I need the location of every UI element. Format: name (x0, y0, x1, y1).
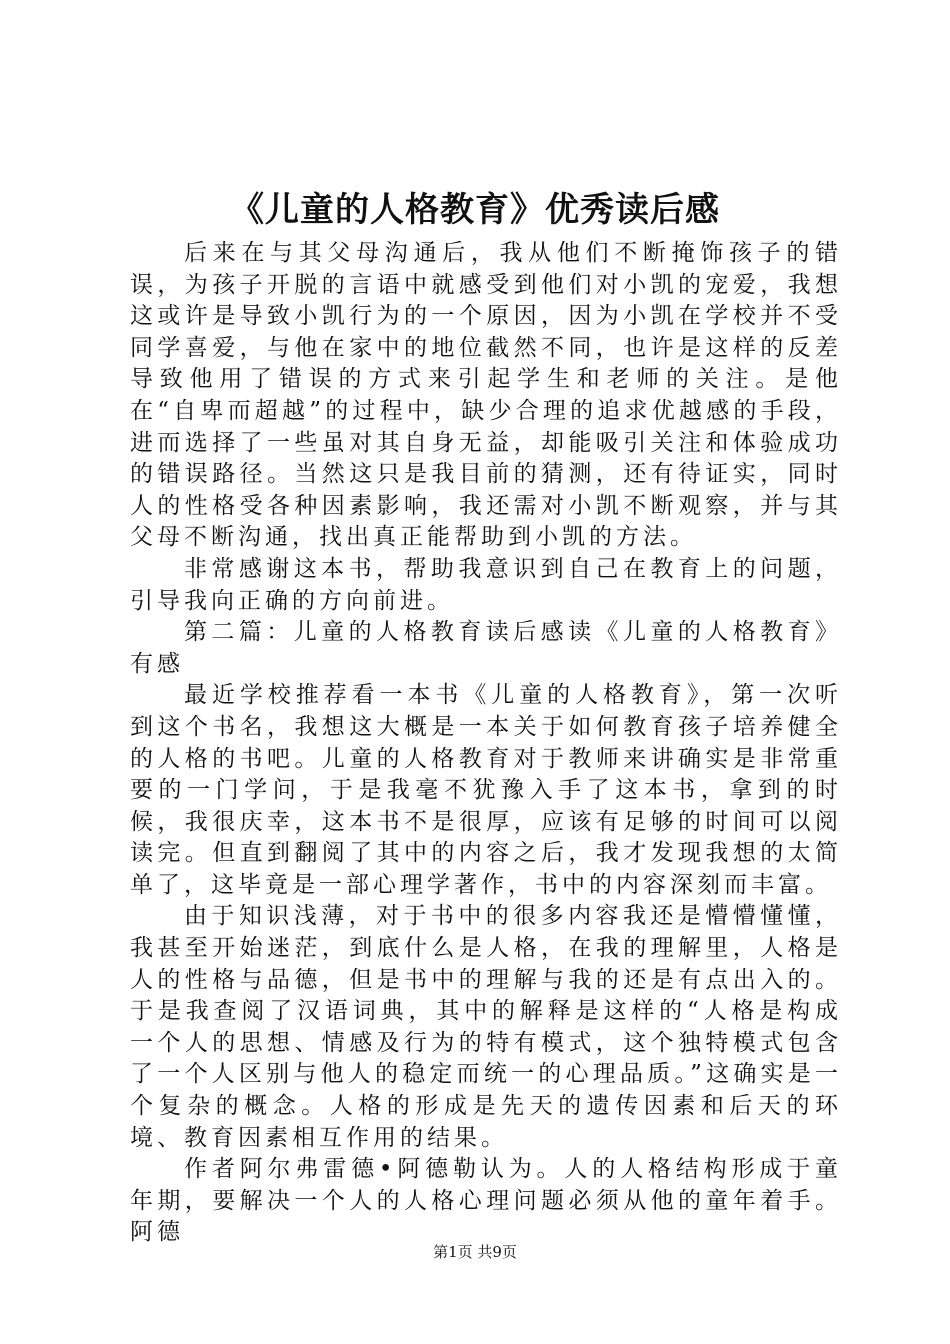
paragraph-2: 非常感谢这本书，帮助我意识到自己在教育上的问题，引导我向正确的方向前进。 (130, 555, 842, 614)
paragraph-4: 由于知识浅薄，对于书中的很多内容我还是懵懵懂懂，我甚至开始迷茫，到底什么是人格，在我的理解里，人格是人的性格与品德，但是书中的理解与我的还是有点出入的。于是我查阅了汉语词典，其中的解释是这样的“人格是构成一个人的思想、情感及行为的特有模式，这个独特模式包含了一个人区别与他人的稳定而统一的心理品质。”这确实是一个复杂的概念。人格的形成是先天的遗传因素和后天的环境、教育因素相互作用的结果。 (130, 903, 842, 1151)
paragraph-3: 最近学校推荐看一本书《儿童的人格教育》，第一次听到这个书名，我想这大概是一本关于如何教育孩子培养健全的人格的书吧。儿童的人格教育对于教师来讲确实是非常重要的一门学问，于是我毫不犹豫入手了这本书，拿到的时候，我很庆幸，这本书不是很厚，应该有足够的时间可以阅读完。但直到翻阅了其中的内容之后，我才发现我想的太简单了，这毕竟是一部心理学著作，书中的内容深刻而丰富。 (130, 682, 842, 898)
paragraph-1: 后来在与其父母沟通后，我从他们不断掩饰孩子的错误，为孩子开脱的言语中就感受到他们对小凯的宠爱，我想这或许是导致小凯行为的一个原因，因为小凯在学校并不受同学喜爱，与他在家中的地位截然不同，也许是这样的反差导致他用了错误的方式来引起学生和老师的关注。是他在“自卑而超越”的过程中，缺少合理的追求优越感的手段，进而选择了一些虽对其自身无益，却能吸引关注和体验成功的错误路径。当然这只是我目前的猜测，还有待证实，同时人的性格受各种因素影响，我还需对小凯不断观察，并与其父母不断沟通，找出真正能帮助到小凯的方法。 (130, 240, 842, 551)
document-body (130, 238, 842, 1249)
document-title: 《儿童的人格教育》优秀读后感 (230, 190, 720, 230)
section-heading-part-two: 第二篇：儿童的人格教育读后感读《儿童的人格教育》有感 (130, 619, 842, 677)
paragraph-5: 作者阿尔弗雷德•阿德勒认为。人的人格结构形成于童年期，要解决一个人的人格心理问题必须从他的童年着手。阿德 (130, 1156, 842, 1246)
page-number-footer: 第1页 共9页 (433, 1243, 517, 1261)
